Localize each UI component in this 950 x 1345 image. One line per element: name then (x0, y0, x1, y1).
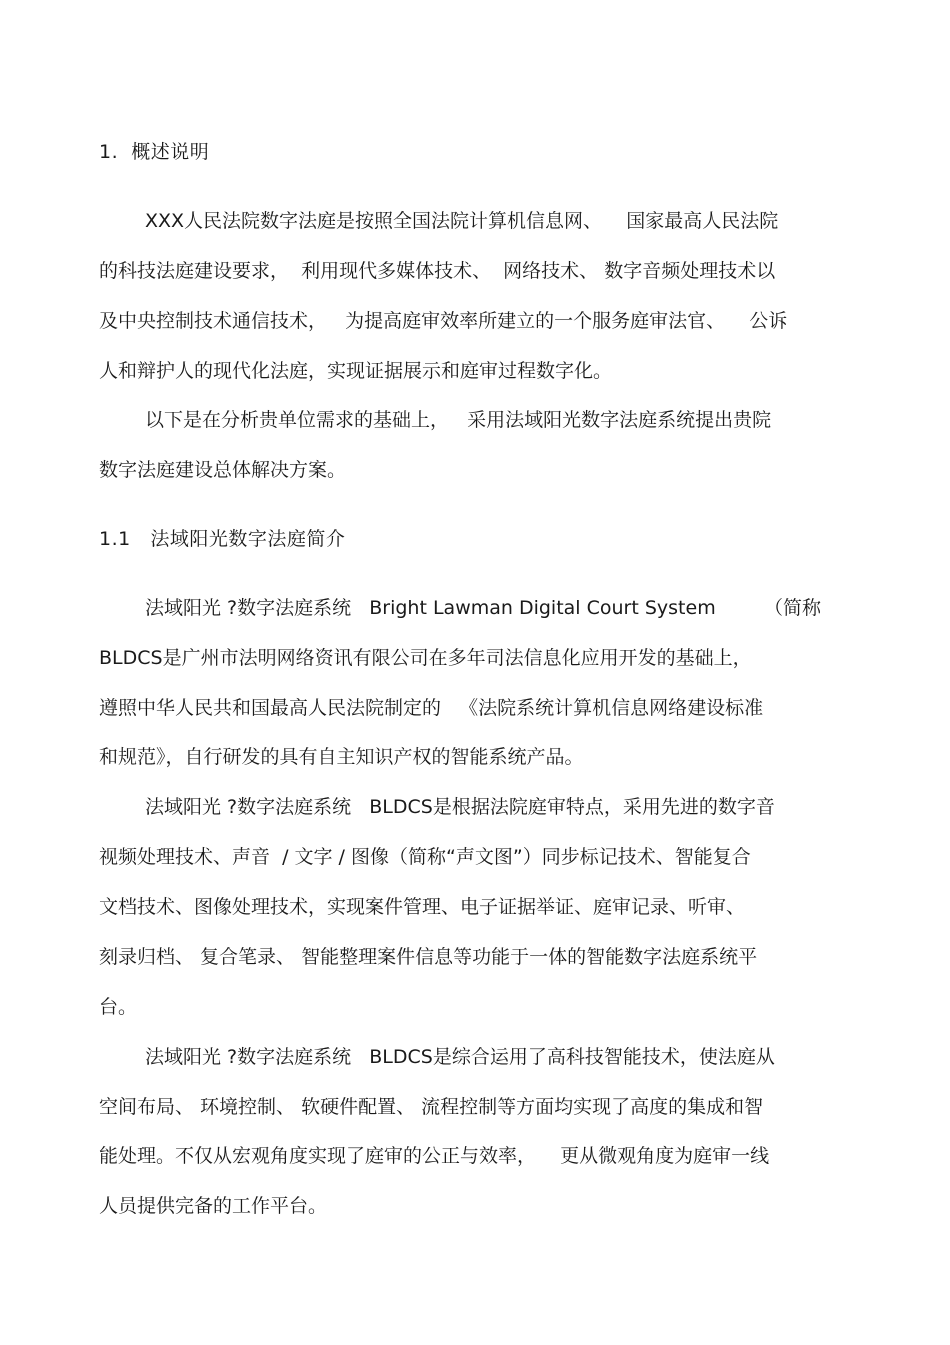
paragraph-line: 法域阳光 ?数字法庭系统 BLDCS是根据法院庭审特点，采用先进的数字音 (145, 796, 775, 818)
paragraph-line: 文档技术、图像处理技术，实现案件管理、电子证据举证、庭审记录、听审、 (99, 896, 746, 918)
paragraph-line: 人员提供完备的工作平台。 (99, 1195, 328, 1217)
paragraph-line: 视频处理技术、声音 / 文字 / 图像（简称“声文图”）同步标记技术、智能复合 (99, 846, 751, 868)
paragraph-line: 刻录归档、 复合笔录、 智能整理案件信息等功能于一体的智能数字法庭系统平 (99, 946, 758, 968)
paragraph-line: BLDCS是广州市法明网络资讯有限公司在多年司法信息化应用开发的基础上， (99, 647, 752, 669)
paragraph-line: 人和辩护人的现代化法庭，实现证据展示和庭审过程数字化。 (99, 360, 613, 382)
paragraph-line: XXX人民法院数字法庭是按照全国法院计算机信息网、 国家最高人民法院 (145, 210, 779, 232)
paragraph-line: 法域阳光 ?数字法庭系统 Bright Lawman Digital Court System （简称 (145, 597, 822, 619)
paragraph-line: 数字法庭建设总体解决方案。 (99, 459, 347, 481)
paragraph-line: 的科技法庭建设要求， 利用现代多媒体技术、 网络技术、 数字音频处理技术以 (99, 260, 776, 282)
paragraph-line: 空间布局、 环境控制、 软硬件配置、 流程控制等方面均实现了高度的集成和智 (99, 1096, 764, 1118)
paragraph-line: 和规范》，自行研发的具有自主知识产权的智能系统产品。 (99, 746, 584, 768)
paragraph-line: 遵照中华人民共和国最高人民法院制定的 《法院系统计算机信息网络建设标准 (99, 697, 764, 719)
paragraph-line: 法域阳光 ?数字法庭系统 BLDCS是综合运用了高科技智能技术，使法庭从 (145, 1046, 775, 1068)
section-heading-1-1: 1.1 法域阳光数字法庭简介 (99, 528, 346, 550)
paragraph-line: 台。 (99, 996, 138, 1018)
paragraph-line: 及中央控制技术通信技术， 为提高庭审效率所建立的一个服务庭审法官、 公诉 (99, 310, 788, 332)
paragraph-line: 能处理。不仅从宏观角度实现了庭审的公正与效率， 更从微观角度为庭审一线 (99, 1145, 770, 1167)
paragraph-line: 以下是在分析贵单位需求的基础上， 采用法域阳光数字法庭系统提出贵院 (145, 409, 772, 431)
section-heading-1: 1. 概述说明 (99, 141, 210, 163)
